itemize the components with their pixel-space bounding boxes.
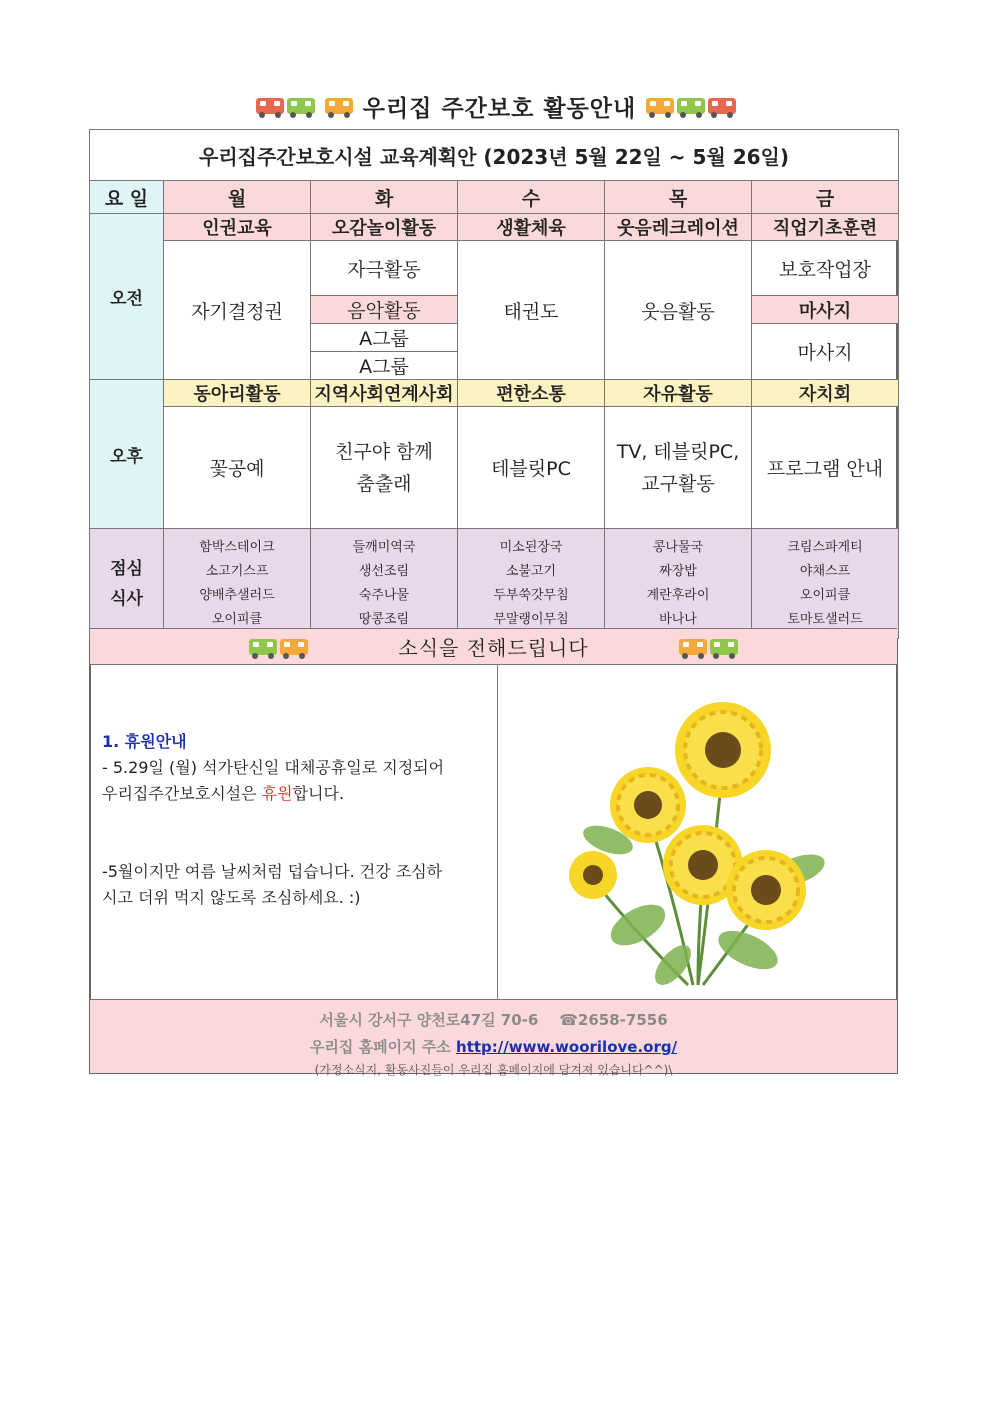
flower-top bbox=[675, 702, 771, 798]
morning-category: 인권교육 bbox=[164, 214, 311, 241]
afternoon-category: 자치회 bbox=[752, 380, 899, 407]
news-body bbox=[102, 729, 482, 911]
afternoon-thu-line: 교구활동 bbox=[641, 472, 715, 495]
morning-tue-3: A그룹 bbox=[311, 324, 458, 352]
afternoon-mon: 꽃공예 bbox=[164, 407, 311, 529]
day-thu: 목 bbox=[605, 181, 752, 214]
news-heading: 1. 휴원안내 bbox=[102, 732, 187, 751]
morning-fri-category: 마사지 bbox=[752, 296, 899, 324]
morning-tue-1: 자극활동 bbox=[311, 241, 458, 296]
menu-item: 오이피클 bbox=[211, 611, 263, 627]
sunflower-icon bbox=[498, 665, 897, 999]
menu-item: 미소된장국 bbox=[499, 539, 563, 555]
footer-address-line bbox=[90, 1009, 897, 1030]
menu-item: 콩나물국 bbox=[652, 539, 704, 555]
news-bar bbox=[90, 628, 897, 665]
morning-fri-2: 마사지 bbox=[752, 324, 899, 380]
lunch-label-line: 점심 bbox=[110, 558, 143, 579]
news-line: -5월이지만 여름 날씨처럼 덥습니다. 건강 조심하 bbox=[102, 862, 443, 881]
menu-item: 함박스테이크 bbox=[199, 539, 275, 555]
day-fri: 금 bbox=[752, 181, 899, 214]
news-line bbox=[102, 781, 482, 807]
morning-thu: 웃음활동 bbox=[605, 241, 752, 380]
morning-category: 직업기초훈련 bbox=[752, 214, 899, 241]
menu-item: 땅콩조림 bbox=[358, 611, 410, 627]
afternoon-category: 편한소통 bbox=[458, 380, 605, 407]
menu-item: 들깨미역국 bbox=[352, 539, 416, 555]
lunch-label bbox=[90, 529, 164, 639]
morning-tue-4: A그룹 bbox=[311, 352, 458, 380]
menu-item: 소고기스프 bbox=[205, 563, 269, 579]
menu-item: 오이피클 bbox=[799, 587, 851, 603]
train-car-icon bbox=[325, 98, 353, 114]
menu-item: 두부쑥갓무침 bbox=[493, 587, 569, 603]
menu-item: 숙주나물 bbox=[358, 587, 410, 603]
menu-item: 토마토샐러드 bbox=[787, 611, 863, 627]
lunch-menu-mon bbox=[164, 529, 311, 639]
news-line: 시고 더위 먹지 않도록 조심하세요. :) bbox=[102, 888, 361, 907]
afternoon-category: 지역사회연계사회 bbox=[311, 380, 458, 407]
menu-item: 바나나 bbox=[659, 611, 697, 627]
lunch-menu-tue bbox=[311, 529, 458, 639]
plan-heading: 우리집주간보호시설 교육계획안 (2023년 5월 22일 ~ 5월 26일) bbox=[90, 130, 899, 181]
train-icon bbox=[256, 98, 315, 114]
footer-home-label: 우리집 홈페이지 주소 bbox=[309, 1038, 451, 1056]
day-mon: 월 bbox=[164, 181, 311, 214]
morning-fri-1: 보호작업장 bbox=[752, 241, 899, 296]
news-text-panel bbox=[90, 665, 498, 999]
flower-small bbox=[569, 851, 617, 899]
menu-item: 무말랭이무침 bbox=[493, 611, 569, 627]
morning-tue-2: 음악활동 bbox=[311, 296, 458, 324]
news-line: - 5.29일 (월) 석가탄신일 대체공휴일로 지정되어 bbox=[102, 758, 445, 777]
closure-highlight: 휴원 bbox=[261, 784, 293, 803]
morning-wed: 태권도 bbox=[458, 241, 605, 380]
lunch-menu-thu bbox=[605, 529, 752, 639]
afternoon-category: 자유활동 bbox=[605, 380, 752, 407]
day-wed: 수 bbox=[458, 181, 605, 214]
menu-item: 양배추샐러드 bbox=[199, 587, 275, 603]
day-tue: 화 bbox=[311, 181, 458, 214]
morning-category: 웃음레크레이션 bbox=[605, 214, 752, 241]
train-icon bbox=[646, 98, 736, 114]
afternoon-wed: 테블릿PC bbox=[458, 407, 605, 529]
lunch-menu-wed bbox=[458, 529, 605, 639]
weekly-plan-table bbox=[89, 129, 899, 639]
afternoon-label: 오후 bbox=[90, 380, 164, 529]
menu-item: 생선조림 bbox=[358, 563, 410, 579]
footer-homepage-line bbox=[90, 1036, 897, 1057]
train-icon bbox=[679, 639, 738, 655]
footer-note: (가정소식지, 활동사진들이 우리집 홈페이지에 담겨져 있습니다^^)\ bbox=[314, 1063, 673, 1077]
afternoon-tue-line: 친구야 함께 bbox=[335, 440, 433, 463]
morning-category: 생활체육 bbox=[458, 214, 605, 241]
train-icon bbox=[249, 639, 308, 655]
day-header: 요 일 bbox=[90, 181, 164, 214]
homepage-link[interactable]: http://www.woorilove.org/ bbox=[456, 1038, 678, 1056]
footer-address: 서울시 강서구 양천로47길 70-6 bbox=[319, 1011, 539, 1029]
morning-category: 오감놀이활동 bbox=[311, 214, 458, 241]
lunch-label-line: 식사 bbox=[110, 588, 143, 609]
footer-phone: ☎2658-7556 bbox=[559, 1011, 668, 1029]
morning-label: 오전 bbox=[90, 214, 164, 380]
flower-right bbox=[726, 850, 806, 930]
footer bbox=[90, 999, 897, 1077]
page-title: 우리집 주간보호 활동안내 bbox=[362, 95, 637, 122]
afternoon-category: 동아리활동 bbox=[164, 380, 311, 407]
page-header bbox=[0, 88, 992, 124]
news-line-text: 합니다. bbox=[292, 784, 345, 803]
menu-item: 계란후라이 bbox=[646, 587, 710, 603]
news-line-text: 우리집주간보호시설은 bbox=[102, 784, 262, 803]
menu-item: 짜장밥 bbox=[659, 563, 697, 579]
morning-mon: 자기결정권 bbox=[164, 241, 311, 380]
menu-item: 크림스파게티 bbox=[787, 539, 863, 555]
menu-item: 소불고기 bbox=[505, 563, 557, 579]
sunflower-illustration bbox=[498, 665, 897, 999]
afternoon-tue-line: 춤출래 bbox=[356, 472, 412, 495]
menu-item: 야채스프 bbox=[799, 563, 851, 579]
afternoon-tue bbox=[311, 407, 458, 529]
flower-left bbox=[610, 767, 686, 843]
lunch-menu-fri bbox=[752, 529, 899, 639]
news-title: 소식을 전해드립니다 bbox=[398, 636, 589, 660]
afternoon-thu bbox=[605, 407, 752, 529]
afternoon-fri: 프로그램 안내 bbox=[752, 407, 899, 529]
afternoon-thu-line: TV, 테블릿PC, bbox=[616, 440, 740, 463]
